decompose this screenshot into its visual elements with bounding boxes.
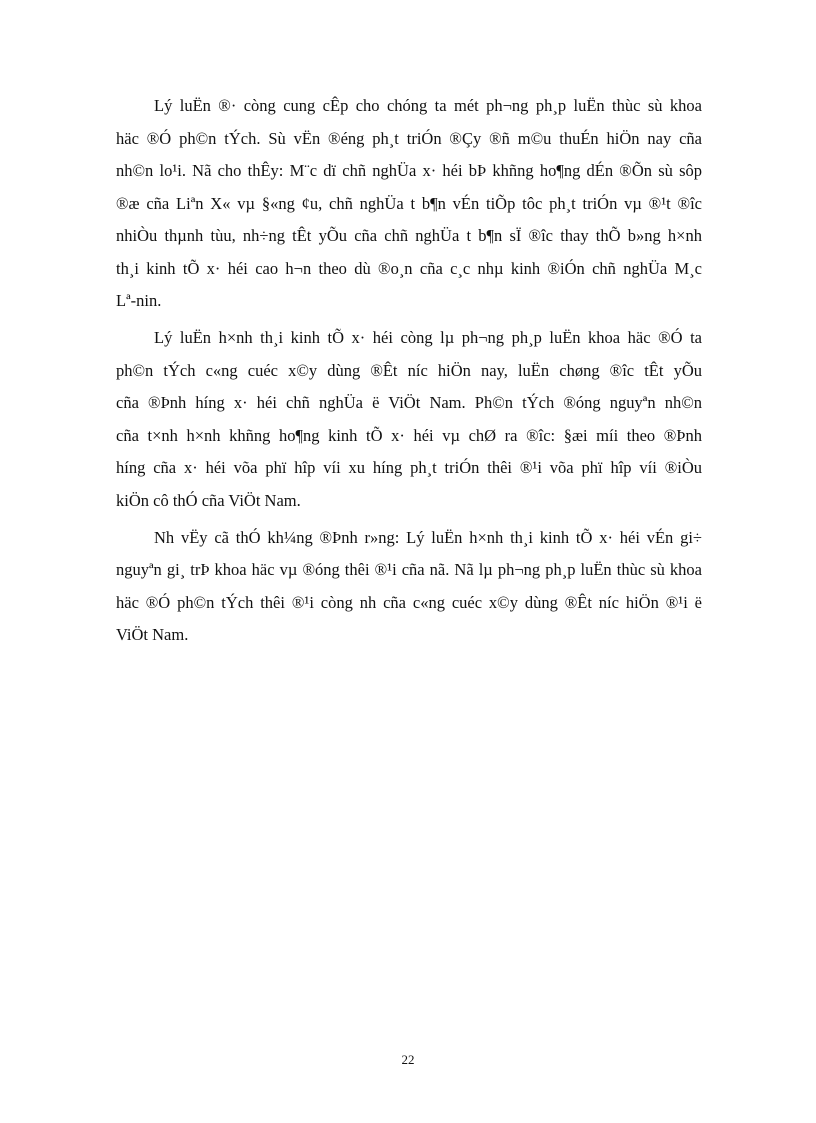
body-text	[116, 90, 702, 656]
paragraph-2	[116, 322, 702, 517]
paragraph-line: nh©n lo¹i. Nã cho thÊy: M¨c dï chñ nghÜa x· héi bÞ khñng ho¶ng dÉn ®Õn sù sôp	[116, 161, 702, 180]
paragraph-line: ph©n tÝch c«ng cuéc x©y dùng ®Êt níc hiÖn nay, luËn chøng ®îc tÊt yÕu	[116, 360, 702, 380]
paragraph-line: Nh vËy cã thÓ kh¼ng ®Þnh r»ng: Lý luËn h×nh th¸i kinh tÕ x· héi vÉn gi÷	[154, 527, 702, 547]
paragraph-line: häc ®Ó ph©n tÝch. Sù vËn ®éng ph¸t triÓn ®Çy ®ñ m©u thuÉn hiÖn nay cña	[116, 128, 702, 148]
paragraph-line: híng cña x· héi võa phï hîp víi xu híng ph¸t triÓn thêi ®¹i võa phï hîp víi ®iÒu	[116, 458, 702, 477]
paragraph-line: th¸i kinh tÕ x· héi cao h¬n theo dù ®o¸n cña c¸c nhµ kinh ®iÓn chñ nghÜa M¸c	[116, 258, 702, 278]
paragraph-line: kiÖn cô thÓ cña ViÖt Nam.	[116, 490, 301, 510]
paragraph-line: ViÖt Nam.	[116, 625, 189, 644]
page-number: 22	[401, 1052, 415, 1067]
paragraph-line: Lý luËn h×nh th¸i kinh tÕ x· héi còng lµ ph¬ng ph¸p luËn khoa häc ®Ó ta	[154, 328, 702, 347]
paragraph-line: nguyªn gi¸ trÞ khoa häc vµ ®óng thêi ®¹i cña nã. Nã lµ ph¬ng ph¸p luËn thùc sù khoa	[116, 560, 702, 579]
paragraph-line: cña t×nh h×nh khñng ho¶ng kinh tÕ x· héi vµ chØ ra ®îc: §æi míi theo ®Þnh	[116, 425, 702, 445]
paragraph-line: häc ®Ó ph©n tÝch thêi ®¹i còng nh cña c«ng cuéc x©y dùng ®Êt níc hiÖn ®¹i ë	[116, 592, 702, 612]
paragraph-1	[116, 90, 702, 318]
paragraph-line: nhiÒu thµnh tùu, nh÷ng tÊt yÕu cña chñ nghÜa t b¶n sÏ ®îc thay thÕ b»ng h×nh	[116, 226, 702, 245]
paragraph-line: cña ®Þnh híng x· héi chñ nghÜa ë ViÖt Nam. Ph©n tÝch ®óng nguyªn nh©n	[116, 393, 702, 412]
paragraph-line: Lý luËn ®· còng cung cÊp cho chóng ta mét ph¬ng ph¸p luËn thùc sù khoa	[154, 96, 702, 115]
paragraph-line: Lª-nin.	[116, 291, 162, 310]
paragraph-3	[116, 522, 702, 652]
paragraph-line: ®æ cña Liªn X« vµ §«ng ¢u, chñ nghÜa t b¶n vÉn tiÕp tôc ph¸t triÓn vµ ®¹t ®îc	[116, 193, 702, 213]
